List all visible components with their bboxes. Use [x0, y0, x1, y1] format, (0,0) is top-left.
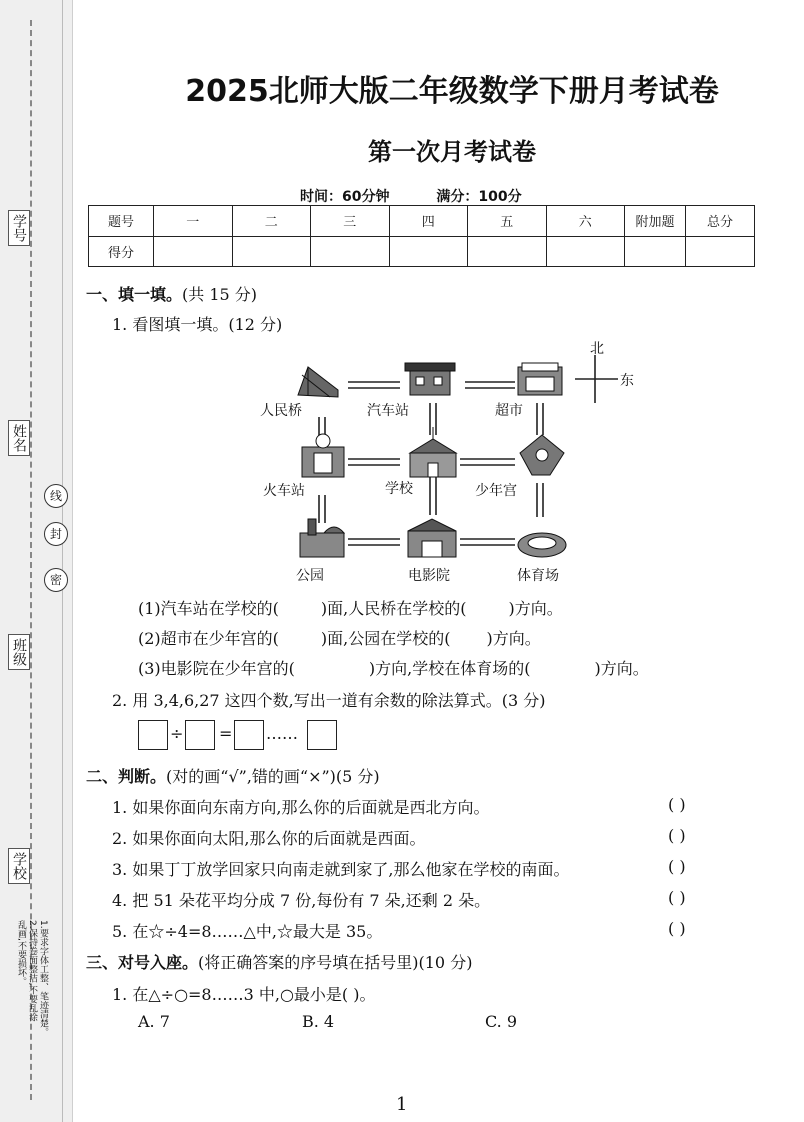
page-title: 2025北师大版二年级数学下册月考试卷	[185, 74, 719, 109]
quotient-box[interactable]	[234, 720, 264, 750]
judge-answer-1[interactable]: ( )	[668, 795, 686, 814]
section2-heading: 二、判断。	[86, 767, 167, 786]
q1-3-text: )方向,学校在体育场的(	[368, 659, 531, 678]
choice-option-a[interactable]: A. 7	[138, 1012, 170, 1031]
question-1-1: 1. 看图填一填。(12 分)	[112, 315, 283, 334]
score-table-header-row	[89, 206, 755, 237]
judge-item-4: 4. 把 51 朵花平均分成 7 份,每份有 7 朵,还剩 2 朵。	[112, 891, 491, 910]
compass-east-label: 东	[620, 373, 634, 389]
school-icon	[410, 427, 456, 477]
q1-1-text: )方向。	[508, 599, 563, 618]
question-1-1-3	[138, 656, 649, 679]
train-station-icon	[302, 434, 344, 477]
school-label: 学校	[8, 848, 30, 884]
direction-map	[250, 335, 650, 585]
exam-info	[300, 186, 564, 206]
score-table-header: 二	[232, 206, 311, 237]
binding-note: 乱画,不要损坏。	[16, 920, 26, 986]
binding-note: 1.要求字体工整、笔迹清楚。	[38, 920, 48, 1037]
q1-3-text: )方向。	[594, 659, 649, 678]
judge-item-2: 2. 如果你面向太阳,那么你的后面就是西面。	[112, 829, 426, 848]
judge-answer-3[interactable]: ( )	[668, 857, 686, 876]
time-label: 时间：60分钟	[300, 189, 390, 205]
score-cell[interactable]	[686, 236, 755, 267]
youth-palace-icon	[520, 435, 564, 475]
remainder-dots: ……	[266, 724, 298, 743]
cinema-icon	[408, 519, 456, 557]
map-label-cinema: 电影院	[408, 568, 450, 584]
binding-note: 2.保持卷面整洁,不要乱涂	[27, 920, 37, 1022]
score-row-label: 得分	[89, 236, 154, 267]
map-label-supermarket: 超市	[495, 403, 523, 419]
class-label: 班级	[8, 634, 30, 670]
question-1-1-1	[138, 596, 563, 619]
score-table-header: 五	[468, 206, 547, 237]
map-label-park: 公园	[296, 568, 324, 584]
q1-1-text: )面,人民桥在学校的(	[320, 599, 467, 618]
score-table-header: 题号	[89, 206, 154, 237]
park-icon	[300, 519, 344, 557]
judge-item-5: 5. 在☆÷4=8……△中,☆最大是 35。	[112, 922, 383, 941]
question-1-2: 2. 用 3,4,6,27 这四个数,写出一道有余数的除法算式。(3 分)	[112, 691, 546, 710]
score-table-header: 六	[546, 206, 625, 237]
divisor-box[interactable]	[185, 720, 215, 750]
section3-heading-row	[86, 950, 472, 973]
choice-option-b[interactable]: B. 4	[302, 1012, 335, 1031]
judge-item-3: 3. 如果丁丁放学回家只向南走就到家了,那么他家在学校的南面。	[112, 860, 570, 879]
score-cell[interactable]	[625, 236, 686, 267]
section2-note: (对的画“√”,错的画“×”)(5 分)	[166, 767, 380, 786]
map-label-school: 学校	[385, 481, 413, 497]
divide-sign: ÷	[170, 724, 184, 743]
judge-answer-4[interactable]: ( )	[668, 888, 686, 907]
supermarket-icon	[518, 363, 562, 395]
section1-points: (共 15 分)	[182, 285, 258, 304]
q1-1-text: (1)汽车站在学校的(	[138, 599, 279, 618]
seal-char-seal: 封	[44, 522, 68, 546]
bus-station-icon	[405, 363, 455, 395]
page-number: 1	[396, 1094, 408, 1115]
q1-2-text: )面,公园在学校的(	[320, 629, 451, 648]
score-table	[88, 205, 755, 267]
score-cell[interactable]	[232, 236, 311, 267]
score-table-header: 附加题	[625, 206, 686, 237]
q1-2-text: (2)超市在少年宫的(	[138, 629, 279, 648]
stadium-icon	[518, 533, 566, 557]
dividend-box[interactable]	[138, 720, 168, 750]
score-cell[interactable]	[546, 236, 625, 267]
score-table-header: 三	[311, 206, 390, 237]
equals-sign: =	[219, 724, 233, 743]
bridge-icon	[298, 367, 338, 397]
section1-heading-row	[86, 282, 257, 305]
seal-char-line: 线	[44, 484, 68, 508]
score-table-header: 总分	[686, 206, 755, 237]
map-label-people-bridge: 人民桥	[260, 403, 302, 419]
score-cell[interactable]	[389, 236, 468, 267]
map-label-stadium: 体育场	[517, 568, 559, 584]
question-1-1-2	[138, 626, 541, 649]
score-table-header: 四	[389, 206, 468, 237]
score-table-header: 一	[154, 206, 233, 237]
binding-notes	[4, 920, 48, 1070]
map-label-youth-palace: 少年宫	[475, 483, 517, 499]
section3-heading: 三、对号入座。	[86, 953, 199, 972]
compass-north-label: 北	[590, 341, 604, 357]
section2-heading-row	[86, 764, 380, 787]
seal-char-secret: 密	[44, 568, 68, 592]
score-cell[interactable]	[154, 236, 233, 267]
q1-2-text: )方向。	[486, 629, 541, 648]
choice-question-1: 1. 在△÷○=8……3 中,○最小是( )。	[112, 985, 376, 1004]
score-cell[interactable]	[468, 236, 547, 267]
judge-answer-5[interactable]: ( )	[668, 919, 686, 938]
binding-line	[62, 0, 63, 1122]
map-label-train-station: 火车站	[263, 483, 305, 499]
score-cell[interactable]	[311, 236, 390, 267]
judge-answer-2[interactable]: ( )	[668, 826, 686, 845]
section1-heading: 一、填一填。	[86, 285, 183, 304]
full-score-label: 满分：100分	[436, 189, 522, 205]
q1-3-text: (3)电影院在少年宫的(	[138, 659, 295, 678]
score-table-score-row	[89, 236, 755, 267]
judge-item-1: 1. 如果你面向东南方向,那么你的后面就是西北方向。	[112, 798, 490, 817]
section3-note: (将正确答案的序号填在括号里)(10 分)	[198, 953, 473, 972]
student-id-label: 学号	[8, 210, 30, 246]
remainder-box[interactable]	[307, 720, 337, 750]
binding-strip	[0, 0, 73, 1122]
map-label-bus-station: 汽车站	[367, 403, 409, 419]
page-subtitle: 第一次月考试卷	[368, 138, 536, 166]
name-label: 姓名	[8, 420, 30, 456]
choice-option-c[interactable]: C. 9	[485, 1012, 518, 1031]
